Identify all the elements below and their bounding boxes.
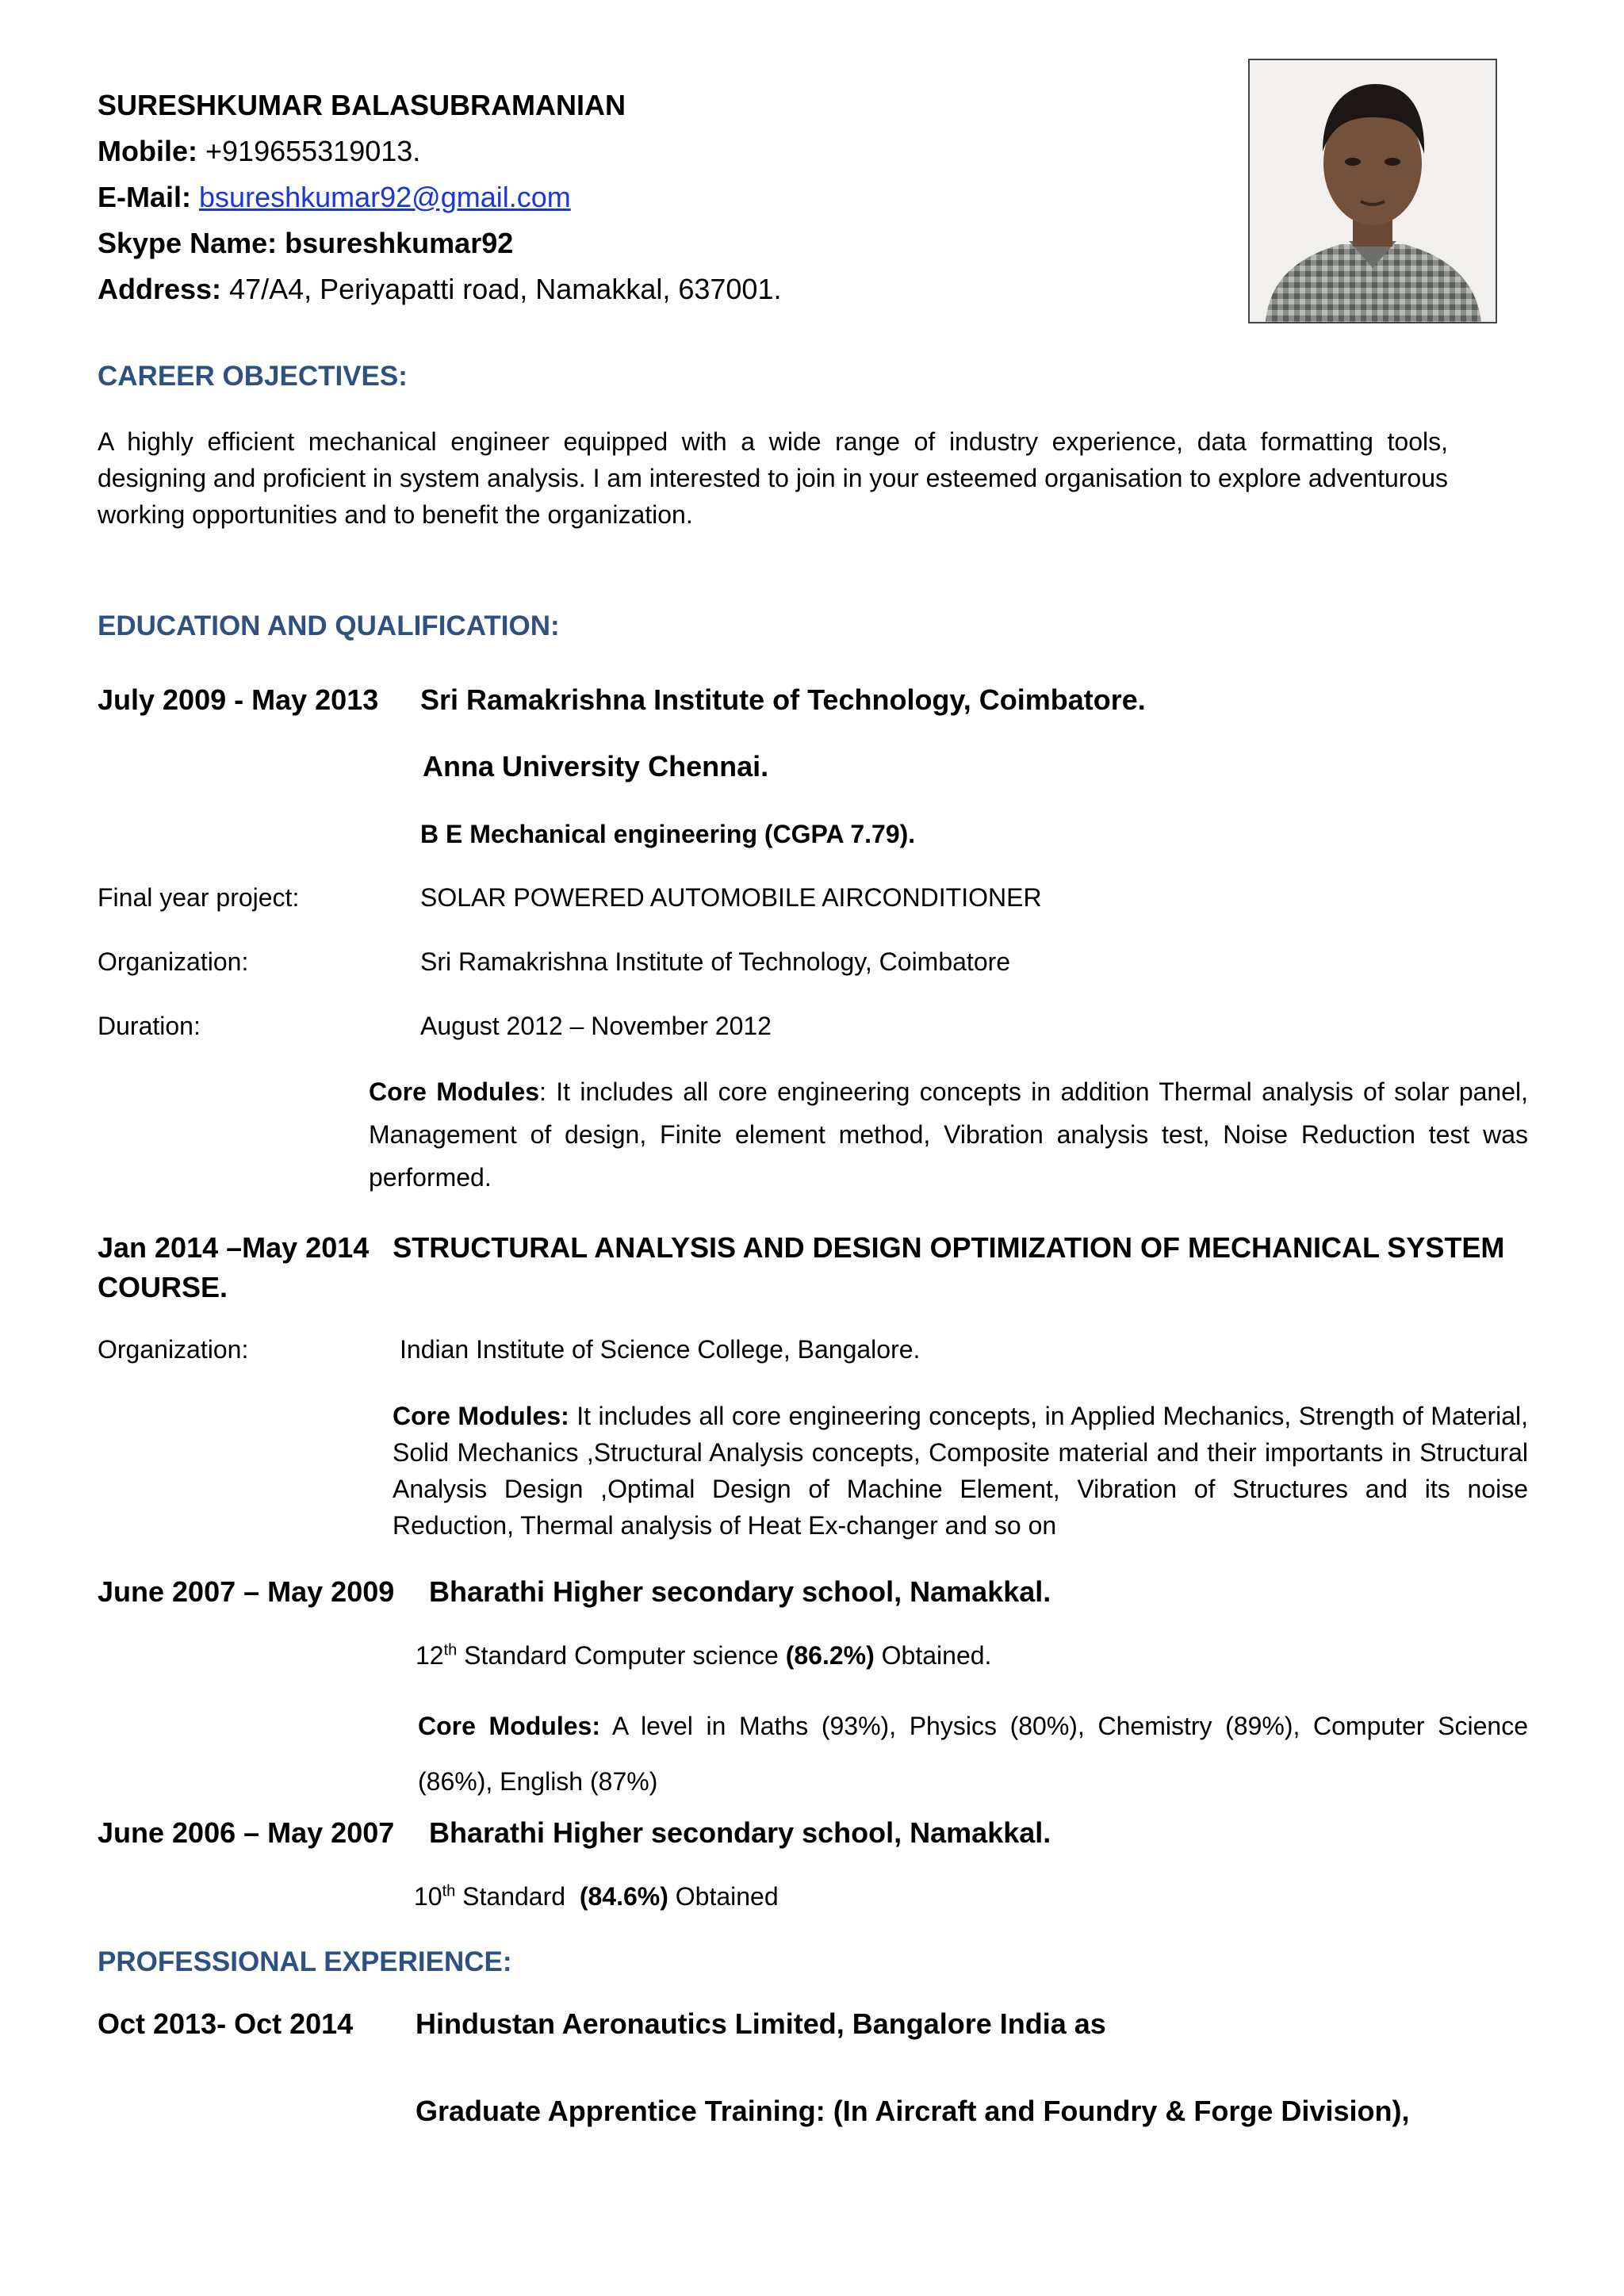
experience-company: Hindustan Aeronautics Limited, Bangalore India as	[416, 2007, 1106, 2040]
experience-heading: PROFESSIONAL EXPERIENCE:	[98, 1946, 512, 1977]
project-label: Final year project:	[98, 883, 300, 912]
experience-role: Graduate Apprentice Training: (In Aircraft and Foundry & Forge Division),	[416, 2095, 1410, 2127]
hsc-date: June 2007 – May 2009	[98, 1575, 395, 1608]
course-entry	[98, 1228, 1557, 1307]
course-title-cont: COURSE.	[98, 1271, 228, 1303]
hsc-std-num: 12	[416, 1641, 444, 1670]
sslc-std-tail: Obtained	[668, 1882, 779, 1911]
hsc-core-modules-label: Core Modules:	[418, 1712, 600, 1740]
course-core-modules-text: It includes all core engineering concepts, in Applied Mechanics, Strength of Material, Solid Mechanics ,Structural Analysis concepts, Composite material and their importants in Structural Analysis Design ,Optimal Design of Machine Element, Vibration of Structures and its noise Reduction, Thermal analysis of Heat Ex-changer and so on	[393, 1402, 1528, 1540]
hsc-school: Bharathi Higher secondary school, Namakkal.	[429, 1575, 1051, 1608]
duration-label: Duration:	[98, 1012, 201, 1040]
email-line	[98, 181, 571, 214]
be-org-value: Sri Ramakrishna Institute of Technology, Coimbatore	[420, 947, 1011, 976]
experience-date: Oct 2013- Oct 2014	[98, 2007, 354, 2040]
career-objectives-text: A highly efficient mechanical engineer equipped with a wide range of industry experience, data formatting tools, designing and proficient in system analysis. I am interested to join in your esteemed organisation to explore adventurous working opportunities and to benefit the organization.	[98, 427, 1448, 529]
project-value: SOLAR POWERED AUTOMOBILE AIRCONDITIONER	[420, 883, 1042, 912]
hsc-std-text: Standard Computer science	[457, 1641, 786, 1670]
sslc-std-sup: th	[442, 1882, 456, 1900]
be-core-modules-label: Core Modules	[369, 1077, 540, 1106]
be-university: Anna University Chennai.	[423, 750, 769, 783]
sslc-date: June 2006 – May 2007	[98, 1816, 395, 1849]
profile-photo	[1248, 59, 1497, 323]
course-core-modules-label: Core Modules:	[393, 1402, 569, 1430]
be-org-label: Organization:	[98, 947, 249, 976]
course-org-value: Indian Institute of Science College, Bangalore.	[400, 1335, 921, 1364]
education-heading: EDUCATION AND QUALIFICATION:	[98, 610, 560, 641]
hsc-std-sup: th	[443, 1641, 458, 1659]
hsc-core-modules-text: A level in Maths (93%), Physics (80%), Chemistry (89%), Computer Science (86%), English (87%)	[418, 1712, 1529, 1796]
sslc-standard	[414, 1882, 779, 1911]
course-org-label: Organization:	[98, 1335, 249, 1364]
course-core-modules	[393, 1398, 1528, 1544]
be-institute: Sri Ramakrishna Institute of Technology, Coimbatore.	[420, 683, 1146, 716]
hsc-std-score: (86.2%)	[785, 1641, 875, 1670]
be-date: July 2009 - May 2013	[98, 683, 379, 716]
sslc-std-num: 10	[414, 1882, 442, 1911]
mobile-line	[98, 135, 420, 168]
email-link[interactable]: bsureshkumar92@gmail.com	[199, 181, 571, 213]
sslc-std-score: (84.6%)	[579, 1882, 668, 1911]
duration-value: August 2012 – November 2012	[420, 1012, 772, 1040]
mobile-label: Mobile:	[98, 135, 197, 167]
hsc-standard	[416, 1641, 991, 1670]
mobile-value: +919655319013.	[205, 135, 421, 167]
sslc-std-text: Standard	[455, 1882, 580, 1911]
be-core-modules	[369, 1070, 1528, 1199]
be-degree: B E Mechanical engineering (CGPA 7.79).	[420, 820, 916, 848]
address-value: 47/A4, Periyapatti road, Namakkal, 637001.	[229, 273, 782, 305]
career-objectives-heading: CAREER OBJECTIVES:	[98, 361, 408, 392]
be-core-modules-text: : It includes all core engineering concepts in addition Thermal analysis of solar panel, Management of design, Finite element method, Vibration analysis test, Noise Reduction test was performed.	[369, 1077, 1529, 1192]
skype-line: Skype Name: bsureshkumar92	[98, 227, 514, 259]
sslc-school: Bharathi Higher secondary school, Namakkal.	[429, 1816, 1051, 1849]
candidate-name: SURESHKUMAR BALASUBRAMANIAN	[98, 89, 626, 121]
email-label: E-Mail:	[98, 181, 192, 213]
hsc-core-modules	[418, 1698, 1528, 1809]
address-label: Address:	[98, 273, 222, 305]
profile-photo-image	[1250, 60, 1496, 322]
course-title: STRUCTURAL ANALYSIS AND DESIGN OPTIMIZATION OF MECHANICAL SYSTEM	[393, 1231, 1505, 1264]
course-date: Jan 2014 –May 2014	[98, 1231, 370, 1264]
hsc-std-tail: Obtained.	[874, 1641, 992, 1670]
address-line	[98, 273, 781, 306]
